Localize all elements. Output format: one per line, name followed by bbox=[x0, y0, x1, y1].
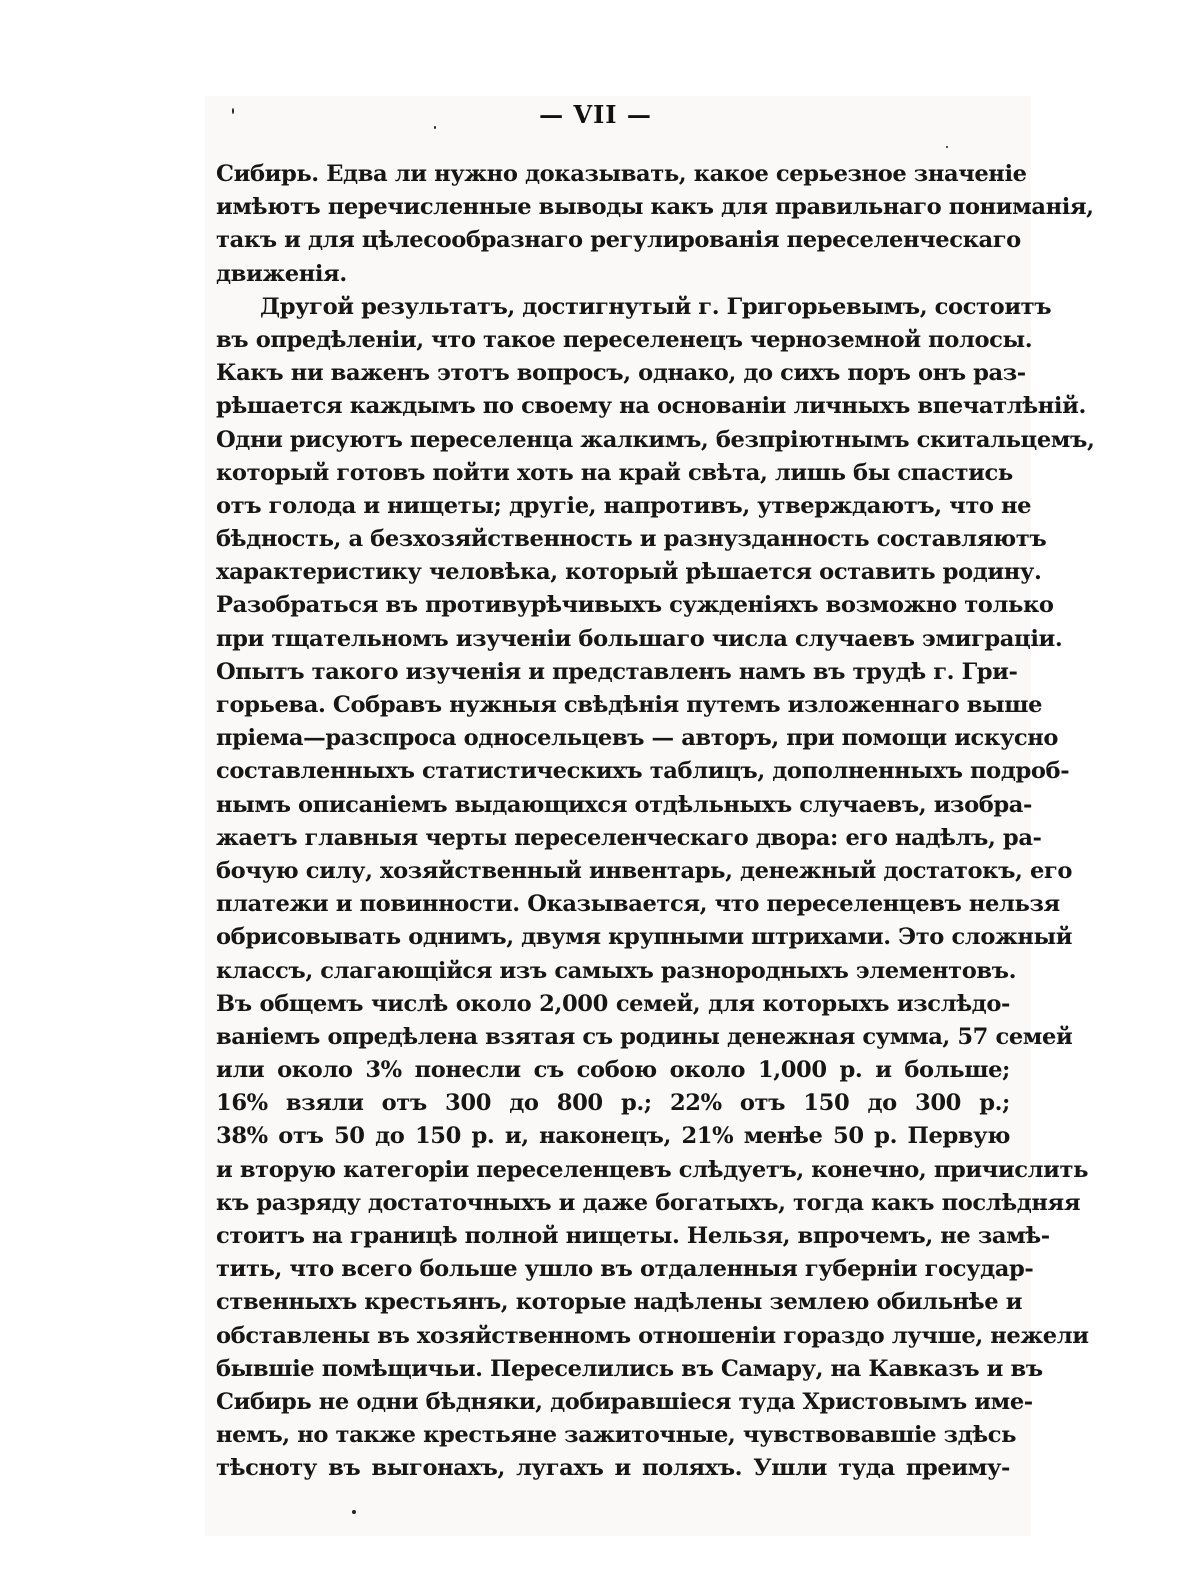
text-line: движенiя. bbox=[216, 260, 347, 287]
paragraph bbox=[216, 158, 1094, 291]
text-line: жаетъ главныя черты переселенческаго двора: его надѣлъ, ра- bbox=[216, 824, 1042, 851]
text-line: ванiемъ опредѣлена взятая съ родины денежная сумма, 57 семей bbox=[216, 1023, 1073, 1050]
text-line: Другой результатъ, достигнутый г. Григорьевымъ, состоитъ bbox=[260, 293, 1052, 320]
scan-speck bbox=[946, 146, 948, 148]
text-line: рѣшается каждымъ по своему на основанiи личныхъ впечатлѣнiй. bbox=[216, 393, 1086, 420]
text-line: въ опредѣленiи, что такое переселенецъ черноземной полосы. bbox=[216, 326, 1033, 353]
text-line: обставлены въ хозяйственномъ отношенiи гораздо лучше, нежели bbox=[216, 1322, 1089, 1349]
text-line: горьева. Собравъ нужныя свѣдѣнiя путемъ изложеннаго выше bbox=[216, 692, 1043, 718]
text-line: нымъ описанiемъ выдающихся отдѣльныхъ случаевъ, изобра- bbox=[216, 791, 1033, 818]
text-line: отъ голода и нищеты; другiе, напротивъ, утверждаютъ, что не bbox=[216, 492, 1032, 519]
text-line: такъ и для цѣлесообразнаго регулированiя переселенческаго bbox=[216, 227, 1021, 254]
text-line: при тщательномъ изученiи большаго числа случаевъ эмиграцiи. bbox=[216, 625, 1063, 652]
scan-speck bbox=[434, 126, 436, 129]
text-line: классъ, слагающiйся изъ самыхъ разнородныхъ элементовъ. bbox=[216, 957, 1017, 984]
text-line: немъ, но также крестьяне зажиточные, чувствовавшiе здѣсь bbox=[216, 1422, 1017, 1449]
text-line: характеристику человѣка, который рѣшается оставить родину. bbox=[216, 559, 1042, 586]
text-line: прiема—разспроса односельцевъ — авторъ, при помощи искусно bbox=[216, 725, 1059, 752]
text-line: Сибирь не одни бѣдняки, добиравшiеся туда Христовымъ име- bbox=[216, 1388, 1033, 1415]
text-line: бывшiе помѣщичьи. Переселились въ Самару, на Кавказъ и въ bbox=[216, 1355, 1043, 1382]
text-line: платежи и повинности. Оказывается, что переселенцевъ нельзя bbox=[216, 891, 1060, 918]
scan-speck bbox=[352, 1510, 356, 1514]
text-line: Сибирь. Едва ли нужно доказывать, какое серьезное значенiе bbox=[216, 161, 1027, 187]
text-line: Одни рисуютъ переселенца жалкимъ, безпрiютнымъ скитальцемъ, bbox=[216, 426, 1095, 453]
text-line: бочую силу, хозяйственный инвентарь, денежный достатокъ, его bbox=[216, 857, 1073, 884]
scan-speck bbox=[232, 108, 234, 114]
text-line: къ разряду достаточныхъ и даже богатыхъ, тогда какъ послѣдняя bbox=[216, 1189, 1081, 1216]
text-line: или около 3% понесли съ собою около 1,000 р. и больше; bbox=[216, 1057, 1010, 1084]
text-line: Опытъ такого изученiя и представленъ намъ въ трудѣ г. Гри- bbox=[216, 658, 1018, 685]
text-line: тить, что всего больше ушло въ отдаленныя губернiи государ- bbox=[216, 1256, 1034, 1283]
text-line: Въ общемъ числѣ около 2,000 семей, для которыхъ изслѣдо- bbox=[216, 990, 1010, 1017]
text-line: 16% взяли отъ 300 до 800 р.; 22% отъ 150 до 300 р.; bbox=[216, 1090, 1010, 1117]
text-line: и вторую категорiи переселенцевъ слѣдуетъ, конечно, причислить bbox=[216, 1156, 1089, 1183]
page-number: — VII — bbox=[539, 100, 652, 129]
text-line: стоитъ на границѣ полной нищеты. Нельзя, впрочемъ, не замѣ- bbox=[216, 1223, 1050, 1249]
text-line: тѣсноту въ выгонахъ, лугахъ и поляхъ. Ушли туда преиму- bbox=[216, 1455, 1010, 1482]
text-line: Какъ ни важенъ этотъ вопросъ, однако, до сихъ поръ онъ раз- bbox=[216, 360, 1026, 387]
body-text bbox=[216, 158, 1095, 1486]
text-line: имѣютъ перечисленные выводы какъ для правильнаго пониманiя, bbox=[216, 194, 1094, 221]
text-line: обрисовывать однимъ, двумя крупными штрихами. Это сложный bbox=[216, 924, 1073, 951]
text-line: составленныхъ статистическихъ таблицъ, дополненныхъ подроб- bbox=[216, 758, 1070, 785]
text-line: Разобраться въ противурѣчивыхъ сужденiяхъ возможно только bbox=[216, 592, 1054, 619]
text-line: 38% отъ 50 до 150 р. и, наконецъ, 21% менѣе 50 р. Первую bbox=[216, 1123, 1010, 1150]
text-line: ственныхъ крестьянъ, которые надѣлены землею обильнѣе и bbox=[216, 1289, 1023, 1316]
text-line: бѣдность, а безхозяйственность и разнузданность составляютъ bbox=[216, 526, 1047, 553]
paragraph bbox=[216, 291, 1095, 1486]
text-line: который готовъ пойти хоть на край свѣта, лишь бы спастись bbox=[216, 459, 1013, 486]
